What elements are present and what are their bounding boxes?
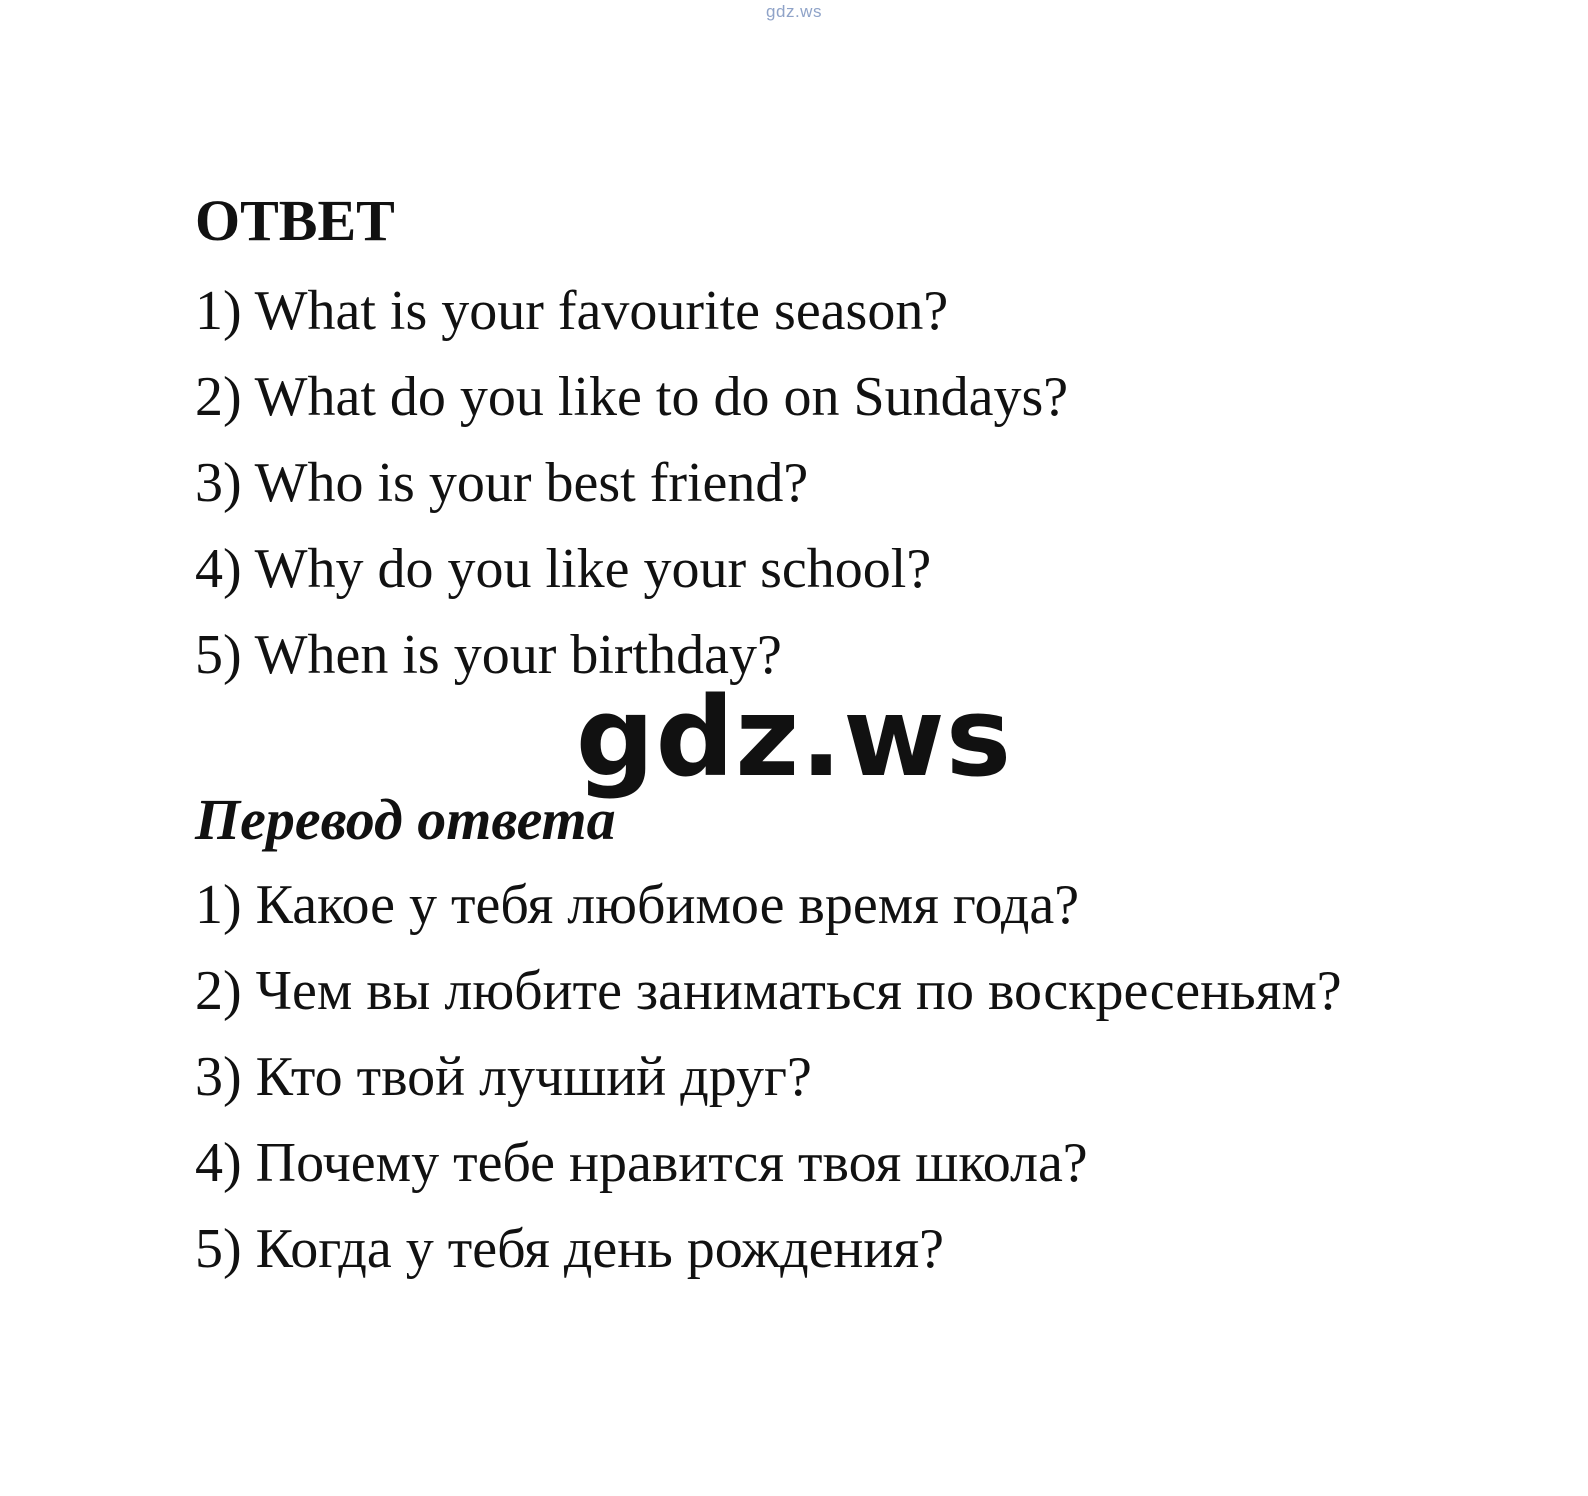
answer-heading: ОТВЕТ [195,188,395,253]
translation-item: 5) Когда у тебя день рождения? [195,1218,944,1280]
answer-item: 1) What is your favourite season? [195,280,949,342]
translation-item: 2) Чем вы любите заниматься по воскресеньям? [195,960,1342,1022]
translation-item: 3) Кто твой лучший друг? [195,1046,812,1108]
translation-item: 4) Почему тебе нравится твоя школа? [195,1132,1088,1194]
top-watermark: gdz.ws [766,2,822,21]
answer-section [195,180,1495,698]
brand-watermark: gdz.ws [575,673,1013,801]
translation-heading: Перевод ответа [195,787,616,852]
translation-list [195,862,1342,1292]
answer-list [195,268,1495,698]
answer-item: 2) What do you like to do on Sundays? [195,366,1069,428]
answer-item: 4) Why do you like your school? [195,538,932,600]
answer-item: 5) When is your birthday? [195,624,782,686]
translation-item: 1) Какое у тебя любимое время года? [195,874,1080,936]
answer-item: 3) Who is your best friend? [195,452,809,514]
